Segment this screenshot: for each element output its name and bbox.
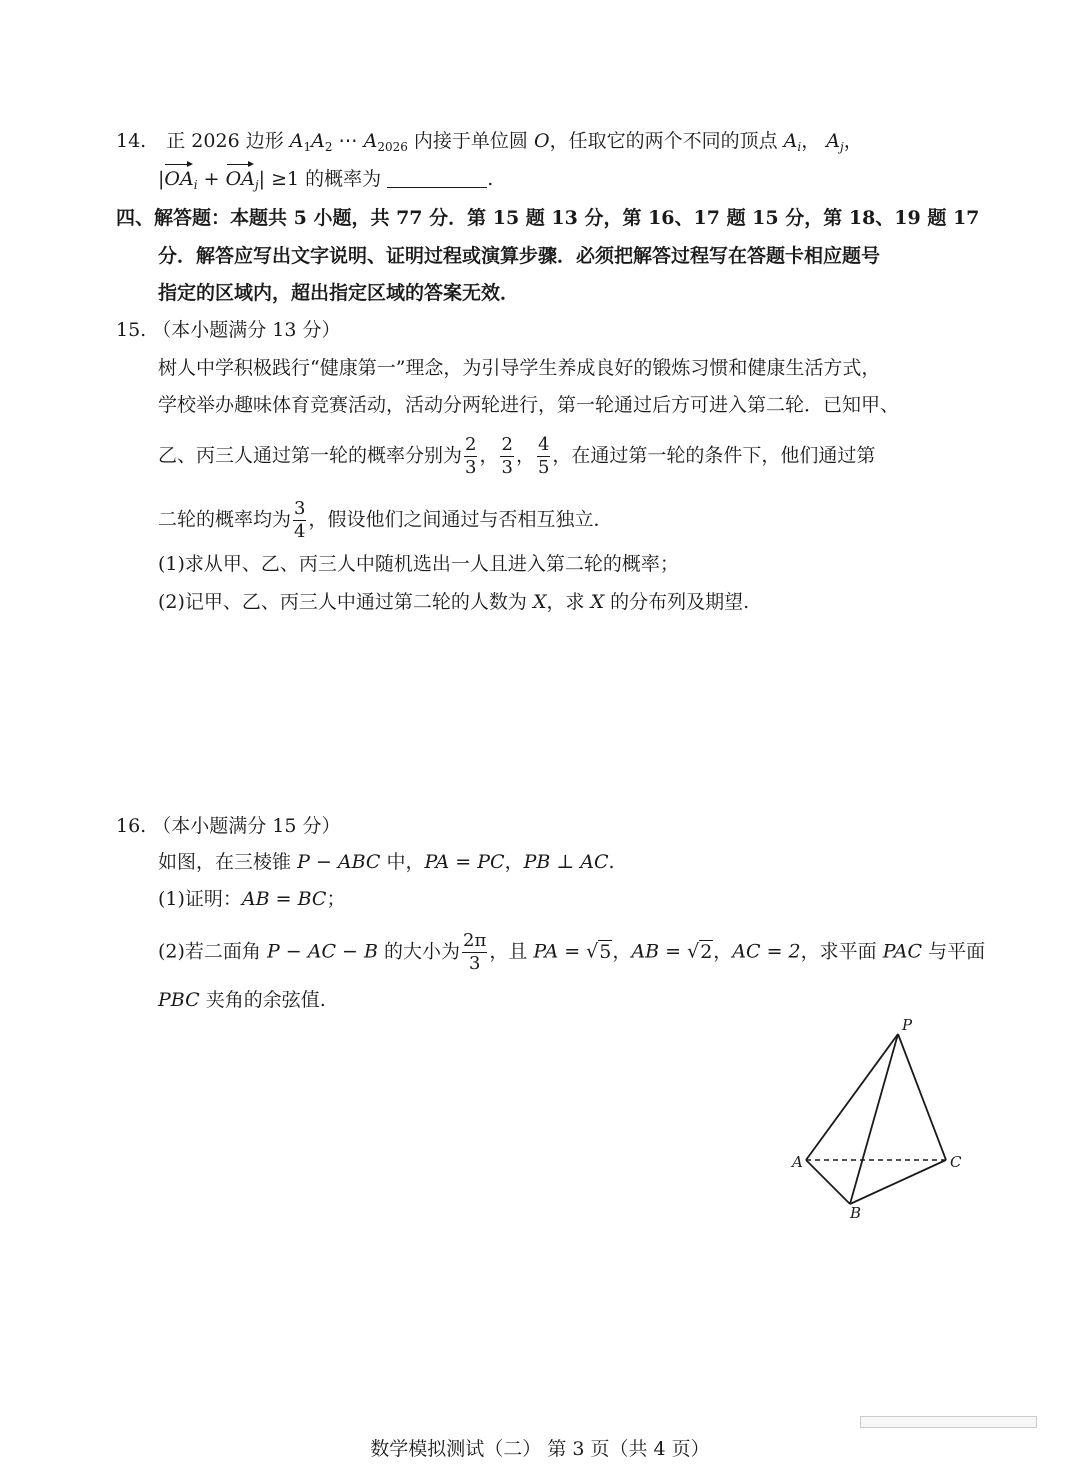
label-P: P [902,1016,913,1034]
q15-sub2: (2)记甲、乙、丙三人中通过第二轮的人数为 X，求 X 的分布列及期望. [158,591,750,613]
page-footer: 数学模拟测试（二） 第 3 页（共 4 页） [370,1438,710,1460]
q14-line2: $|OA_i + OA_j| \ge 1$ 的概率为 . [158,168,494,192]
section4-line1: 四、解答题：本题共 5 小题，共 77 分．第 15 题 13 分，第 16、17 题 15 分，第 18、19 题 17 [116,207,980,229]
section4-line3: 指定的区域内，超出指定区域的答案无效． [158,282,520,304]
edge-PA [806,1034,898,1160]
label-B: B [850,1204,862,1222]
page-scroll-indicator[interactable] [860,1416,1037,1428]
q14-line1: 14. 正 2026 边形 $A_1A_2$ ⋯ $A_{2026}$ 内接于单位圆 O，任取它的两个不同的顶点 $A_i$， $A_j$， [116,130,863,154]
edge-AB [806,1160,850,1204]
q16-sub2: (2)若二面角 P − AC − B 的大小为 $\frac{2\pi}{3}$ ，且 PA = √5，AB = √2，AC = 2，求平面 PAC 与平面 [158,930,986,974]
q15-p1: 树人中学积极践行“健康第一”理念，为引导学生养成良好的锻炼习惯和健康生活方式， [158,357,881,379]
q15-p2: 学校举办趣味体育竞赛活动，活动分两轮进行，第一轮通过后方可进入第二轮．已知甲、 [158,394,900,416]
q15-sub1: (1)求从甲、乙、丙三人中随机选出一人且进入第二轮的概率； [158,553,679,575]
edge-BC [850,1160,946,1204]
q16-p1: 如图，在三棱锥 P − ABC 中，PA = PC，PB ⊥ AC. [158,851,615,873]
pyramid-figure [786,1012,976,1222]
label-A: A [792,1153,803,1171]
q15-p3: 乙、丙三人通过第一轮的概率分别为 $\frac{2}{3}$ ， $\frac{2}{3}$ ， $\frac{4}{5}$ ，在通过第一轮的条件下，他们通过第 [158,434,876,478]
edge-PB [850,1034,898,1204]
q15-header: 15. （本小题满分 13 分） [116,319,341,341]
q16-header: 16. （本小题满分 15 分） [116,815,341,837]
section4-line2: 分．解答应写出文字说明、证明过程或演算步骤．必须把解答过程写在答题卡相应题号 [158,245,881,267]
q16-sub1: (1)证明：AB = BC； [158,888,346,910]
q15-p4: 二轮的概率均为 $\frac{3}{4}$ ，假设他们之间通过与否相互独立． [158,498,613,542]
q16-sub2-cont: PBC 夹角的余弦值. [158,989,326,1011]
label-C: C [950,1153,962,1171]
answer-blank [387,167,487,188]
edge-PC [898,1034,946,1160]
